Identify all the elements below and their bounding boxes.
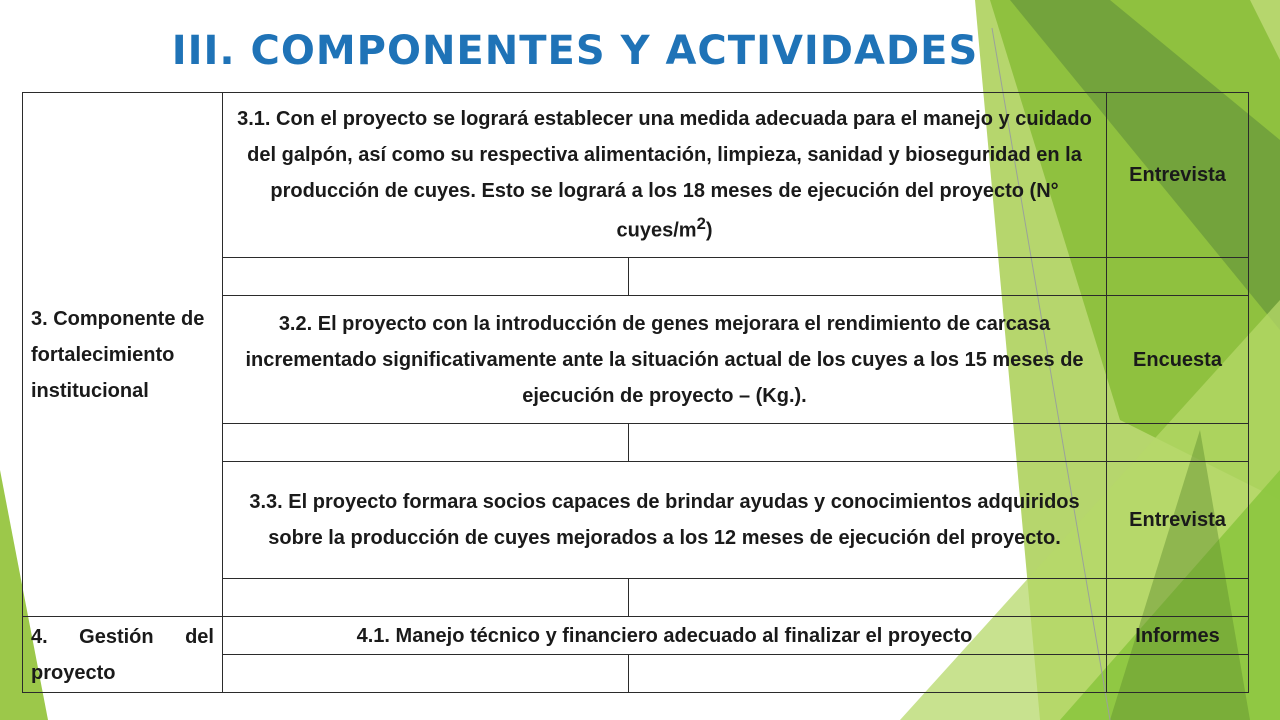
empty-cell bbox=[1107, 655, 1249, 693]
activity-3-1-cell bbox=[223, 93, 1107, 258]
component-3-cell bbox=[23, 93, 223, 617]
method-cell bbox=[1107, 93, 1249, 258]
activity-3-2-cell bbox=[223, 296, 1107, 424]
empty-cell bbox=[223, 258, 629, 296]
method-3-3: Entrevista bbox=[1129, 509, 1226, 531]
method-cell bbox=[1107, 462, 1249, 579]
method-cell bbox=[1107, 296, 1249, 424]
empty-cell bbox=[1107, 424, 1249, 462]
activity-3-3-cell bbox=[223, 462, 1107, 579]
components-activities-table bbox=[22, 92, 1249, 693]
empty-cell bbox=[629, 579, 1107, 617]
table-row bbox=[23, 617, 1249, 655]
unit-superscript: 2 bbox=[696, 214, 706, 234]
component-4-cell bbox=[23, 617, 223, 693]
unit-close-paren: ) bbox=[705, 219, 713, 242]
component-4-label: 4. Gestión del proyecto bbox=[31, 625, 214, 684]
method-3-2: Encuesta bbox=[1133, 348, 1222, 371]
method-3-1: Entrevista bbox=[1129, 164, 1226, 186]
method-4-1: Informes bbox=[1135, 624, 1220, 647]
activity-3-2-text: 3.2. El proyecto con la introducción de genes mejorara el rendimiento de carcasa incrementado significativamente ante la situación actual de los cuyes a los 15 meses de ejecución de proyecto – (Kg.). bbox=[245, 312, 1084, 407]
empty-cell bbox=[223, 655, 629, 693]
method-cell bbox=[1107, 617, 1249, 655]
empty-cell bbox=[1107, 579, 1249, 617]
activity-3-3-text: 3.3. El proyecto formara socios capaces de brindar ayudas y conocimientos adquiridos sobre la producción de cuyes mejorados a los 12 meses de ejecución del proyecto. bbox=[249, 491, 1080, 549]
empty-cell bbox=[1107, 258, 1249, 296]
activity-4-1-cell bbox=[223, 617, 1107, 655]
slide-title: III. COMPONENTES Y ACTIVIDADES bbox=[171, 28, 979, 74]
activity-4-1-text: 4.1. Manejo técnico y financiero adecuado al finalizar el proyecto bbox=[356, 624, 973, 647]
table-row bbox=[23, 93, 1249, 258]
component-3-label: 3. Componente de fortalecimiento institucional bbox=[31, 307, 205, 402]
empty-cell bbox=[223, 424, 629, 462]
empty-cell bbox=[629, 655, 1107, 693]
activity-3-1-text: 3.1. Con el proyecto se logrará establecer una medida adecuada para el manejo y cuidado del galpón, así como su respectiva alimentación, limpieza, sanidad y bioseguridad en la producción de cuyes. Esto se logrará a los 18 meses de ejecución del proyecto (N° cuyes/m bbox=[237, 108, 1092, 242]
empty-cell bbox=[629, 258, 1107, 296]
empty-cell bbox=[629, 424, 1107, 462]
empty-cell bbox=[223, 579, 629, 617]
